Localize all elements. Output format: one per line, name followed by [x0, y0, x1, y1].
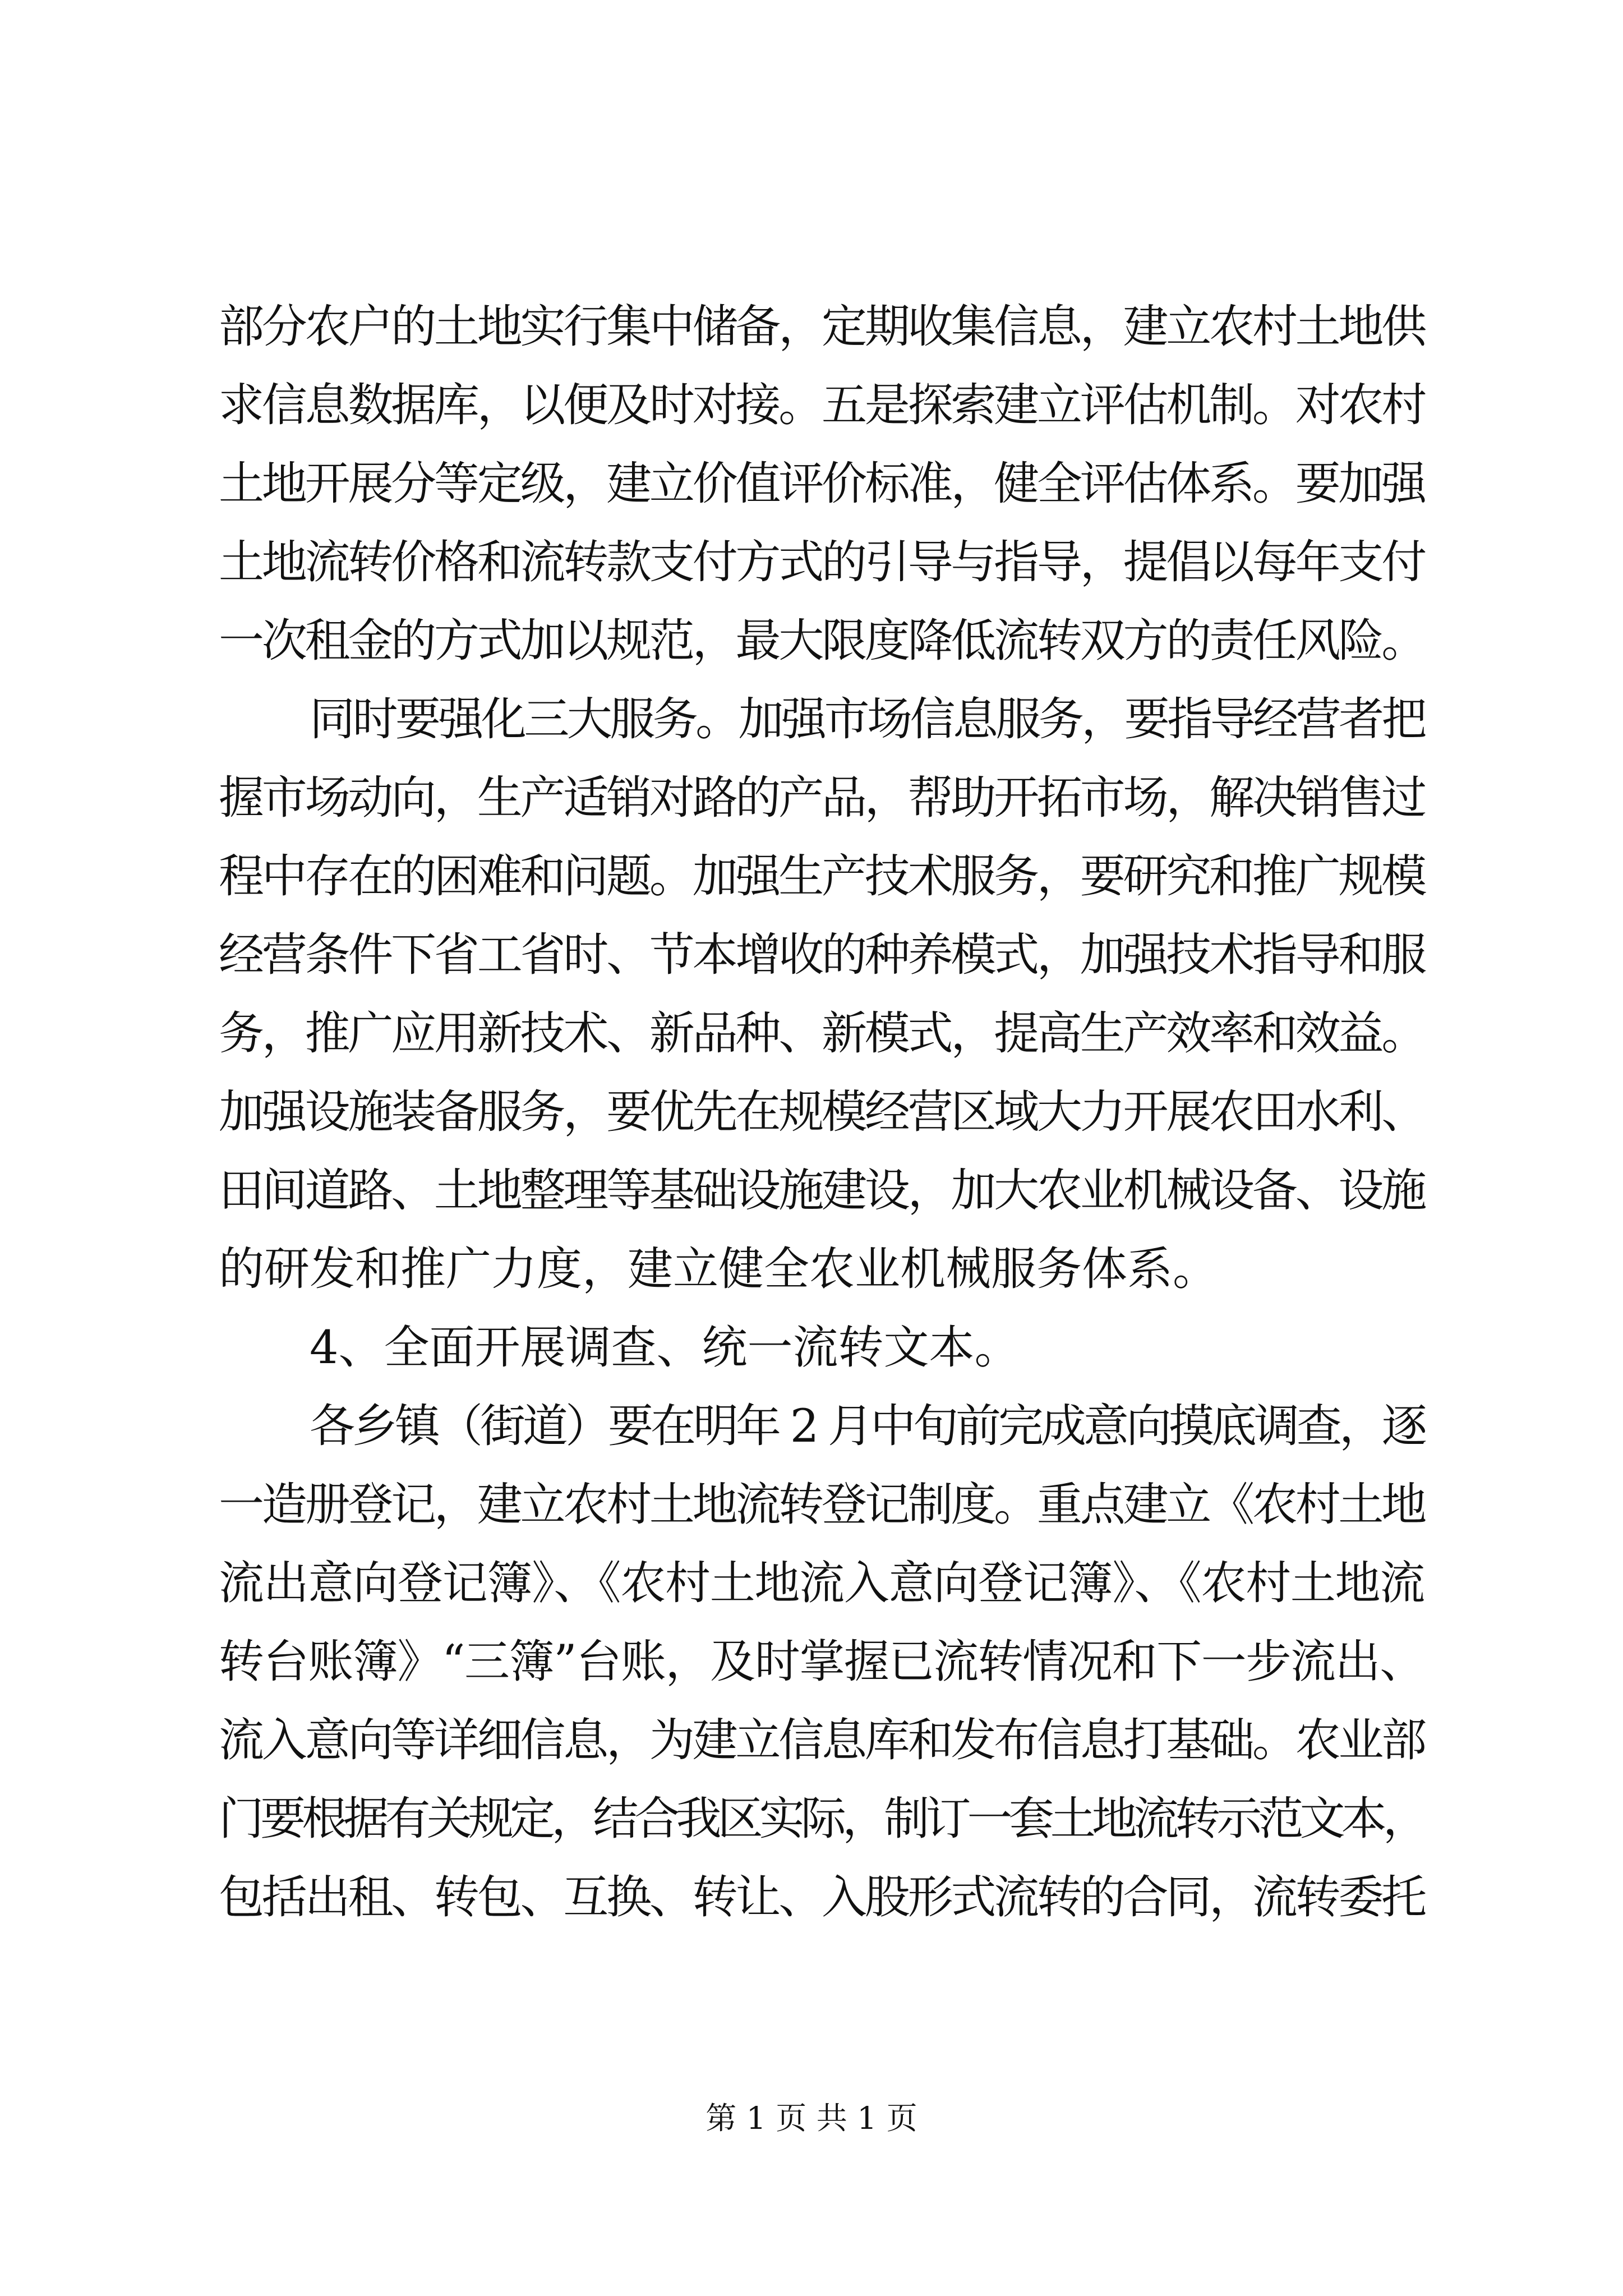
text-line: 土地开展分等定级，建立价值评价标准，健全评估体系。要加强: [219, 458, 1425, 510]
text-line: 门要根据有关规定，结合我区实际，制订一套土地流转示范文本，: [219, 1793, 1425, 1846]
page-footer: 第 1 页 共 1 页: [706, 2100, 917, 2136]
text-line: 流入意向等详细信息，为建立信息库和发布信息打基础。农业部: [219, 1714, 1425, 1767]
text-line: 一造册登记，建立农村土地流转登记制度。重点建立《农村土地: [219, 1479, 1425, 1531]
text-line: 的研发和推广力度，建立健全农业机械服务体系。: [219, 1243, 1219, 1296]
text-line: 部分农户的土地实行集中储备，定期收集信息，建立农村土地供: [219, 301, 1425, 353]
text-line: 流出意向登记簿》、《农村土地流入意向登记簿》、《农村土地流: [219, 1557, 1425, 1610]
text-line: 经营条件下省工省时、节本增收的种养模式，加强技术指导和服: [219, 929, 1425, 982]
text-line: 同时要强化三大服务。加强市场信息服务，要指导经营者把: [310, 693, 1425, 746]
text-line: 加强设施装备服务，要优先在规模经营区域大力开展农田水利、: [219, 1086, 1425, 1139]
text-line: 土地流转价格和流转款支付方式的引导与指导，提倡以每年支付: [219, 536, 1425, 589]
text-line: 一次租金的方式加以规范，最大限度降低流转双方的责任风险。: [219, 615, 1425, 668]
text-line: 程中存在的困难和问题。加强生产技术服务，要研究和推广规模: [219, 850, 1425, 903]
text-line: 转台账簿》“三簿”台账，及时掌握已流转情况和下一步流出、: [219, 1636, 1424, 1688]
text-line: 4、全面开展调查、统一流转文本。: [310, 1322, 1020, 1374]
text-line: 各乡镇（街道）要在明年 2 月中旬前完成意向摸底调查，逐: [310, 1400, 1425, 1453]
text-line: 务，推广应用新技术、新品种、新模式，提高生产效率和效益。: [219, 1007, 1425, 1060]
text-line: 求信息数据库，以便及时对接。五是探索建立评估机制。对农村: [219, 379, 1425, 432]
text-line: 包括出租、转包、互换、转让、入股形式流转的合同，流转委托: [219, 1871, 1425, 1924]
text-line: 握市场动向，生产适销对路的产品，帮助开拓市场，解决销售过: [219, 772, 1425, 825]
text-line: 田间道路、土地整理等基础设施建设，加大农业机械设备、设施: [219, 1165, 1425, 1217]
